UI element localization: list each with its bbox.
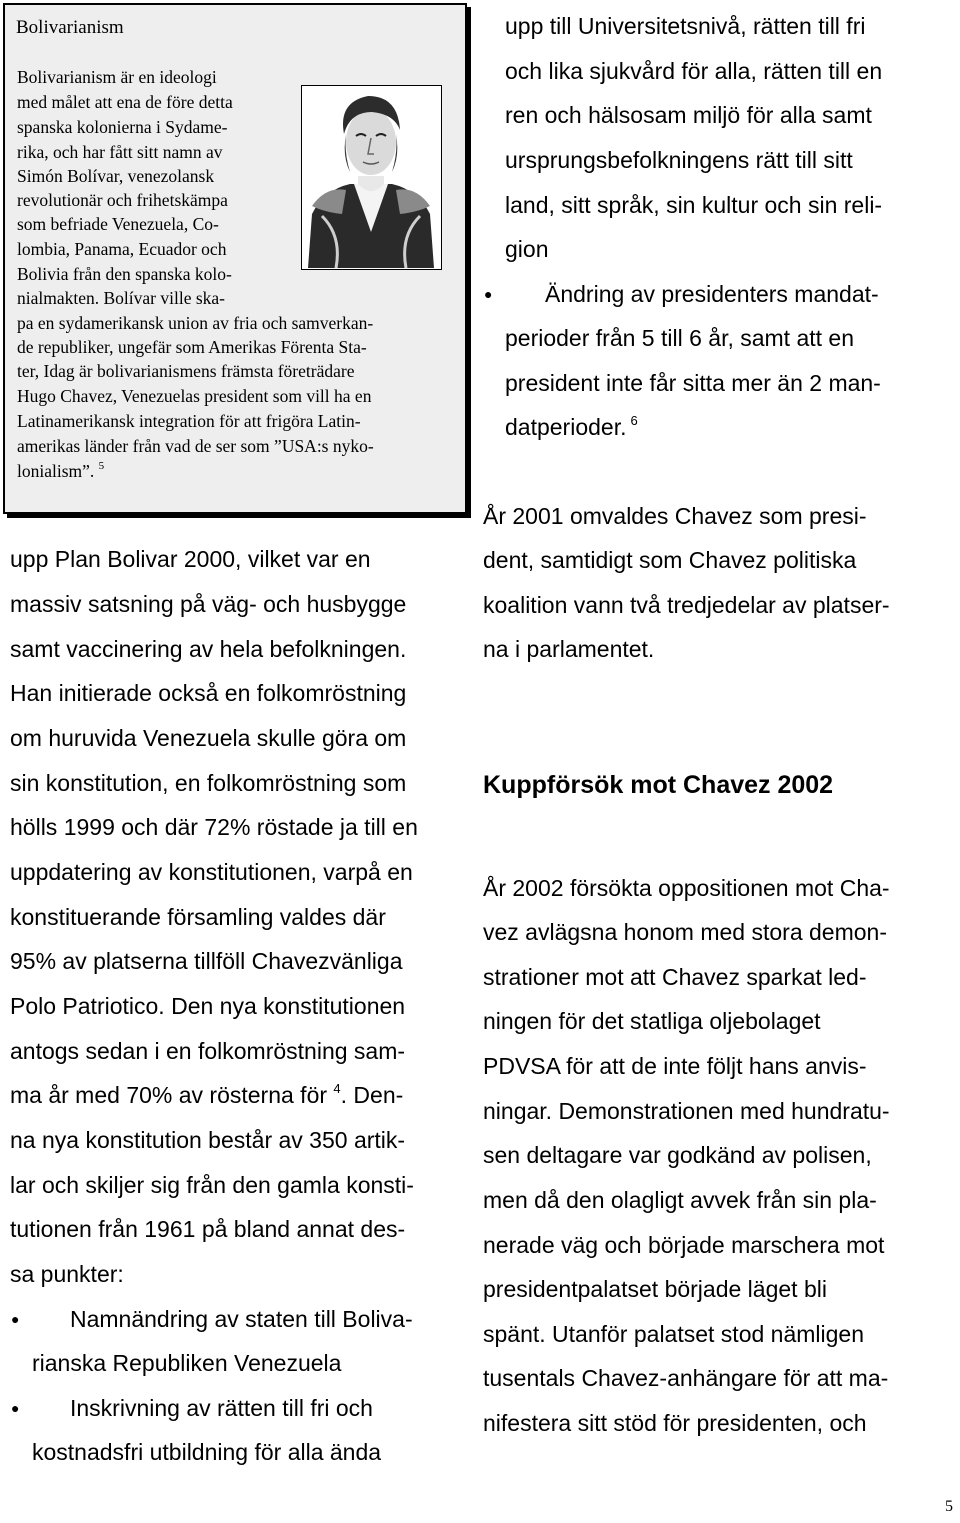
body-line: PDVSA för att de inte följt hans anvis-: [483, 1053, 867, 1079]
portrait-drawing: [302, 86, 440, 268]
body-line: sen deltagare var godkänd av polisen,: [483, 1142, 872, 1168]
bullet-icon: ●: [11, 1311, 20, 1327]
body-line: [10, 1081, 404, 1108]
body-line: hölls 1999 och där 72% röstade ja till en: [10, 814, 418, 840]
page-number: 5: [945, 1498, 953, 1515]
sidebar-line: spanska kolonierna i Sydame-: [17, 117, 228, 137]
body-line: dent, samtidigt som Chavez politiska: [483, 547, 857, 573]
sidebar-line: Simón Bolívar, venezolansk: [17, 166, 215, 186]
body-line: tusentals Chavez-anhängare för att ma-: [483, 1365, 889, 1391]
body-line: och lika sjukvård för alla, rätten till en: [505, 58, 883, 84]
body-line: tutionen från 1961 på bland annat des-: [10, 1216, 406, 1242]
sidebar-line: nialmakten. Bolívar ville ska-: [17, 288, 226, 308]
sidebar-line: amerikas länder från vad de ser som ”USA:s nyko-: [17, 436, 374, 456]
body-line: samt vaccinering av hela befolkningen.: [10, 636, 407, 662]
body-line: sin konstitution, en folkomröstning som: [10, 770, 407, 796]
bolivarianism-sidebar: [3, 3, 467, 514]
body-line: nifestera sitt stöd för presidenten, och: [483, 1410, 867, 1436]
body-line: Polo Patriotico. Den nya konstitutionen: [10, 993, 406, 1019]
body-line-text: ma år med 70% av rösterna för: [10, 1082, 334, 1108]
footnote-ref: 6: [630, 413, 638, 428]
bullet-icon: ●: [11, 1400, 20, 1416]
body-line: lar och skiljer sig från den gamla konsti-: [10, 1172, 414, 1198]
bullet-line: perioder från 5 till 6 år, samt att en: [505, 325, 855, 351]
bullet-line: Namnändring av staten till Boliva-: [70, 1306, 413, 1332]
body-line: ningar. Demonstrationen med hundratu-: [483, 1098, 890, 1124]
body-line: antogs sedan i en folkomröstning sam-: [10, 1038, 406, 1064]
sidebar-line: Bolivia från den spanska kolo-: [17, 264, 232, 284]
body-line: vez avlägsna honom med stora demon-: [483, 919, 887, 945]
bolivar-portrait: [301, 85, 442, 270]
bullet-line: president inte får sitta mer än 2 man-: [505, 370, 881, 396]
sidebar-line: Hugo Chavez, Venezuelas president som vill ha en: [17, 386, 372, 406]
sidebar-line: [17, 460, 105, 481]
sidebar-line: med målet att ena de före detta: [17, 92, 233, 112]
sidebar-line: pa en sydamerikansk union av fria och samverkan-: [17, 313, 374, 333]
body-line: konstituerande församling valdes där: [10, 904, 386, 930]
sidebar-title: Bolivarianism: [16, 17, 124, 38]
body-line: gion: [505, 236, 549, 262]
bullet-line: rianska Republiken Venezuela: [32, 1350, 342, 1376]
sidebar-line: rika, och har fått sitt namn av: [17, 142, 223, 162]
body-line: Han initierade också en folkomröstning: [10, 680, 407, 706]
body-line: spänt. Utanför palatset stod nämligen: [483, 1321, 865, 1347]
bullet-icon: ●: [484, 286, 493, 302]
body-line-text: . Den-: [340, 1082, 404, 1108]
body-line: strationer mot att Chavez sparkat led-: [483, 964, 867, 990]
sidebar-line: de republiker, ungefär som Amerikas Förenta Sta-: [17, 337, 367, 357]
sidebar-line-text: lonialism”.: [17, 461, 95, 481]
body-line: ningen för det statliga oljebolaget: [483, 1008, 821, 1034]
body-line: uppdatering av konstitutionen, varpå en: [10, 859, 413, 885]
body-line: ursprungsbefolkningens rätt till sitt: [505, 147, 853, 173]
bullet-line: Ändring av presidenters mandat-: [545, 281, 879, 307]
bullet-line-text: datperioder.: [505, 414, 627, 440]
body-line: men då den olagligt avvek från sin pla-: [483, 1187, 877, 1213]
body-line: ren och hälsosam miljö för alla samt: [505, 102, 872, 128]
sidebar-line: Bolivarianism är en ideologi: [17, 67, 217, 87]
body-line: År 2001 omvaldes Chavez som presi-: [483, 503, 867, 529]
bullet-line: kostnadsfri utbildning för alla ända: [32, 1439, 382, 1465]
sidebar-line: revolutionär och frihetskämpa: [17, 190, 228, 210]
body-line: land, sitt språk, sin kultur och sin reli-: [505, 192, 883, 218]
body-line: na i parlamentet.: [483, 636, 655, 662]
body-line: nerade väg och började marschera mot: [483, 1232, 885, 1258]
body-line: na nya konstitution består av 350 artik-: [10, 1127, 406, 1153]
bullet-line: [505, 413, 638, 440]
footnote-ref: 5: [98, 460, 105, 472]
sidebar-line: lombia, Panama, Ecuador och: [17, 239, 227, 259]
body-line: 95% av platserna tillföll Chavezvänliga: [10, 948, 403, 974]
body-line: upp Plan Bolivar 2000, vilket var en: [10, 546, 371, 572]
body-line: massiv satsning på väg- och husbygge: [10, 591, 407, 617]
sidebar-line: Latinamerikansk integration för att frigöra Latin-: [17, 411, 361, 431]
body-line: om huruvida Venezuela skulle göra om: [10, 725, 407, 751]
sidebar-line: ter, Idag är bolivarianismens främsta företrädare: [17, 361, 355, 381]
body-line: År 2002 försökta oppositionen mot Cha-: [483, 875, 890, 901]
sidebar-line: som befriade Venezuela, Co-: [17, 214, 219, 234]
body-line: sa punkter:: [10, 1261, 124, 1287]
section-heading: Kuppförsök mot Chavez 2002: [483, 771, 834, 799]
body-line: presidentpalatset började läget bli: [483, 1276, 827, 1302]
bullet-line: Inskrivning av rätten till fri och: [70, 1395, 373, 1421]
body-line: koalition vann två tredjedelar av platser-: [483, 592, 890, 618]
footnote-ref: 4: [333, 1081, 341, 1096]
body-line: upp till Universitetsnivå, rätten till fri: [505, 13, 866, 39]
